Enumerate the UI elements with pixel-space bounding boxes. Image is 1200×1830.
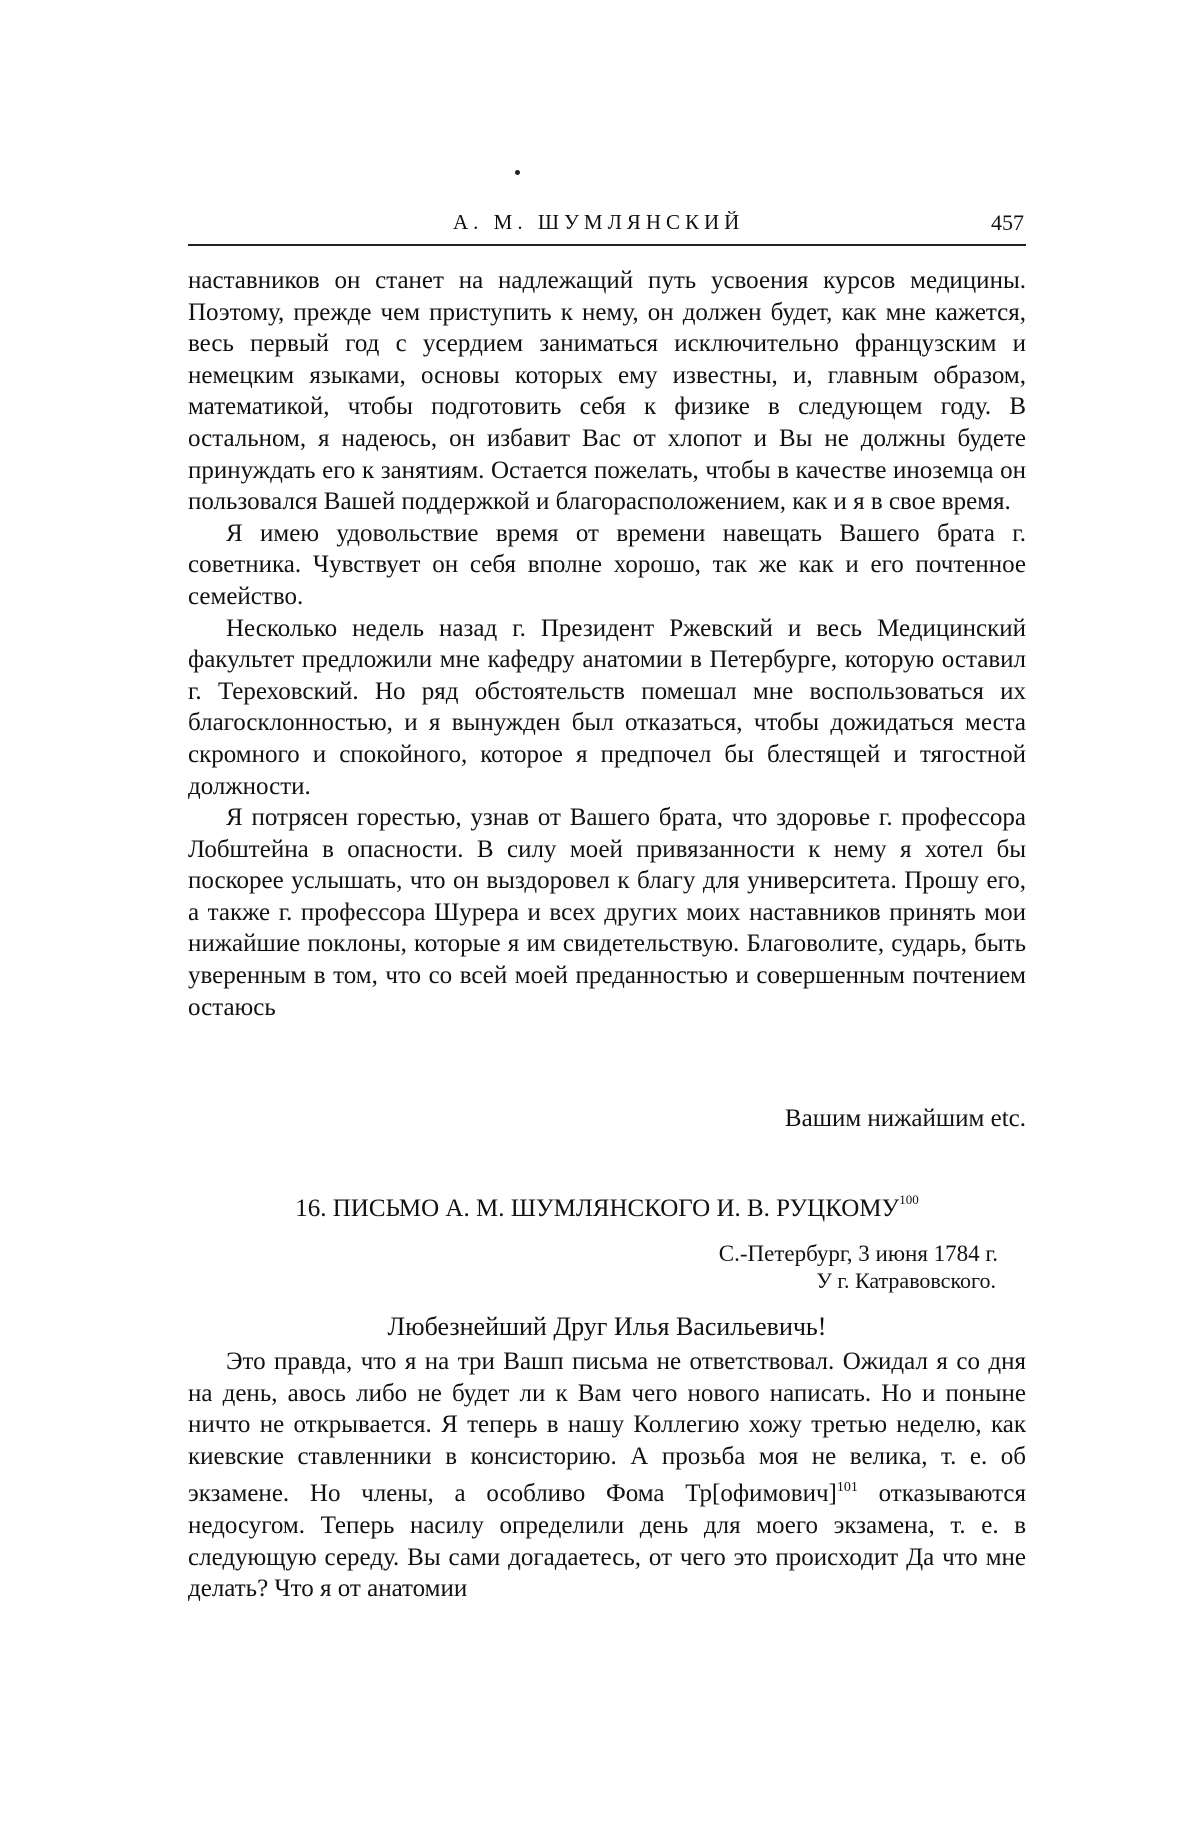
body-text-part-1: Это правда, что я на три Вашп письма не ответствовал. Ожидал я со дня на день, авось либо не будет ли к Вам чего нового написать. Но и поныне ничто не открывается. Я теперь в нашу Коллегию хожу третью неделю, как киевские ставленники в консисторию. А прозьба моя не велика, т. е. об экзамене. Но члены, а особливо Фома Тр[офимович]	[188, 1348, 1026, 1508]
paragraph-1: наставников он станет на надлежащий путь усвоения курсов медицины. Поэтому, прежде чем приступить к нему, он должен будет, как мне кажется, весь первый год с усердием заниматься исключительно французским и немецким языками, основы которых ему известны, и, главным образом, математикой, чтобы подготовить себя к физике в следующем году. В остальном, я надеюсь, он избавит Вас от хлопот и Вы не должны будете принуждать его к занятиям. Остается пожелать, чтобы в качестве иноземца он пользовался Вашей поддержкой и благорасположением, как и я в свое время.	[188, 267, 1026, 516]
page-number: 457	[991, 210, 1024, 235]
letter-16-body	[188, 1346, 1026, 1605]
place-date: С.-Петербург, 3 июня 1784 г.	[718, 1241, 998, 1266]
heading-footnote-ref: 100	[899, 1192, 919, 1207]
paragraph-4: Я потрясен горестью, узнав от Вашего брата, что здоровье г. профессора Лобштейна в опасности. В силу моей привязанности к нему я хотел бы поскорее услышать, что он выздоровел к благу для университета. Прошу его, а также г. профессора Шурера и всех других моих наставников принять мои нижайшие поклоны, которые я им свидетельствую. Благоволите, сударь, быть уверенным в том, что со всей моей преданностью и совершенным почтением остаюсь	[188, 804, 1026, 1021]
body-footnote-ref: 101	[836, 1480, 858, 1496]
paragraph-3: Несколько недель назад г. Президент Ржевский и весь Медицинский факультет предложили мне кафедру анатомии в Петербурге, которую оставил г. Тереховский. Но ряд обстоятельств помешал мне воспользоваться их благосклонностью, и я вынужден был отказаться, чтобы дожидаться места скромного и спокойного, которое я предпочел бы блестящей и тягостной должности.	[188, 614, 1026, 800]
letter-closing: Вашим нижайшим etc.	[784, 1105, 1026, 1132]
salutation: Любезнейший Друг Илья Васильевичь!	[387, 1312, 827, 1341]
letter-16-title: 16. ПИСЬМО А. М. ШУМЛЯНСКОГО И. В. РУЦКОМУ	[295, 1195, 900, 1222]
letter-continued-text	[188, 265, 1026, 1023]
paragraph-2: Я имею удовольствие время от времени навещать Вашего брата г. советника. Чувствует он себя вполне хорошо, так же как и его почтенное семейство.	[188, 519, 1026, 610]
page-header	[188, 210, 1026, 246]
body-text-part-2: отказываются недосугом. Теперь насилу определили день для моего экзамена, т. е. в следующую середу. Вы сами догадаетесь, от чего это происходит Да что мне делать? Что я от анатомии	[188, 1480, 1026, 1603]
print-dot-mark	[515, 170, 520, 175]
letter-16-heading	[188, 1192, 1026, 1223]
running-title: А. М. ШУМЛЯНСКИЙ	[453, 210, 745, 234]
letter-16-paragraph	[188, 1346, 1026, 1605]
address-line: У г. Катравовского.	[816, 1268, 996, 1293]
